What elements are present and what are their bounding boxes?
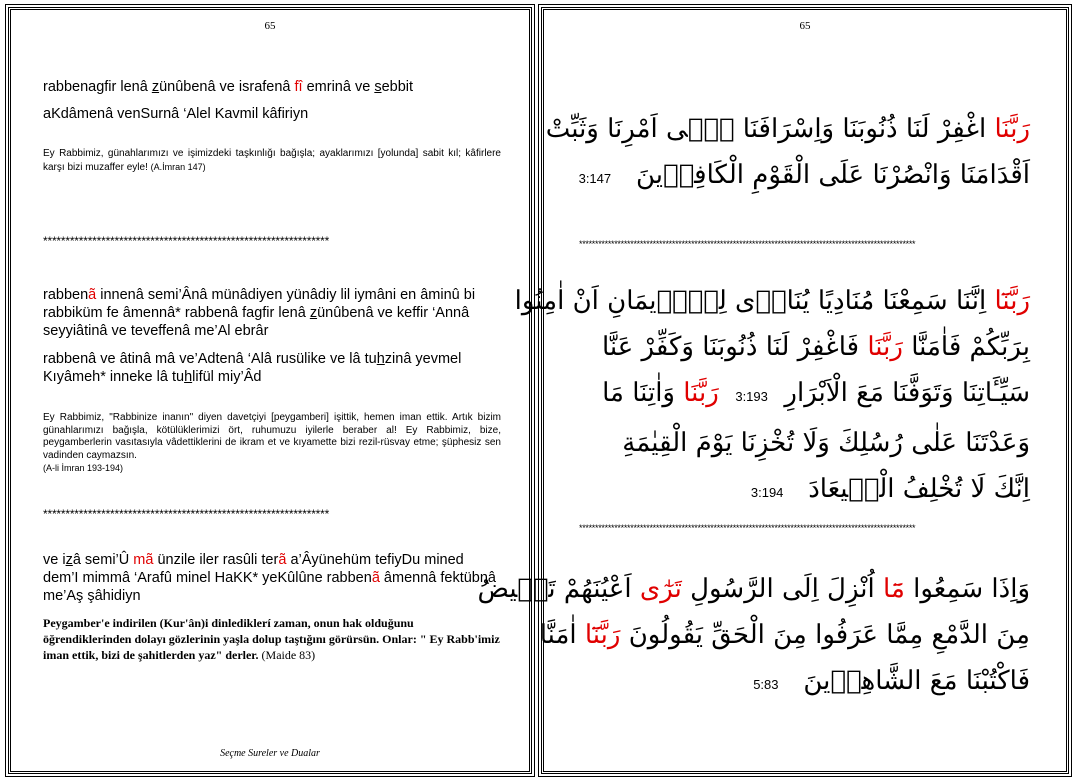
arabic-line	[545, 106, 1030, 152]
verse-reference: (A.İmran 147)	[150, 161, 206, 172]
arabic-line	[579, 370, 1030, 420]
text: zinâ yevmel Kıyâmeh* inneke lâ tu	[43, 351, 462, 385]
arabic-line	[579, 420, 1030, 466]
text: فَاغْفِرْ لَنَا ذُنُوبَنَا وَكَفِّرْ عَنَّا	[601, 332, 868, 362]
text: وَعَدْتَنَا عَلٰى رُسُلِكَ وَلَا تُخْزِنَا يَوْمَ الْقِيٰمَةِ	[622, 428, 1030, 458]
text: lifül miy’Âd	[192, 369, 262, 385]
text: s	[374, 79, 382, 95]
text: اِنَّنَا سَمِعْنَا مُنَادِيًا يُنَادٖى لِلْاٖيمَانِ اَنْ اٰمِنُوا	[514, 286, 995, 316]
text: اُنْزِلَ اِلَى الرَّسُولِ	[681, 574, 884, 604]
right-page-number: 65	[799, 20, 811, 32]
left-page-number: 65	[264, 20, 276, 32]
text: mã	[133, 552, 154, 568]
text: مِنَ الدَّمْعِ مِمَّا عَرَفُوا مِنَ الْحَقِّ يَقُولُونَ	[620, 620, 1030, 650]
right-page	[477, 7, 1069, 774]
translation-text: Ey Rabbimiz, günahlarımızı ve işimizdeki taşkınlığı bağışla; ayaklarımızı [yolunda] sabit kıl; kâfirlere karşı bizi muzaffer eyle!	[43, 148, 501, 173]
divider: ****************************************************************	[43, 234, 330, 248]
transliteration-block-1	[43, 76, 501, 125]
arabic-block-3	[477, 566, 1030, 708]
text: z	[65, 552, 73, 568]
text: سَيِّـَٔاتِنَا وَتَوَفَّنَا مَعَ الْاَبْرَارِ	[784, 378, 1030, 408]
verse-reference: 3:194	[750, 485, 784, 500]
text: اَعْيُنَهُمْ تَفٖيضُ	[477, 574, 640, 604]
text: ünûbenâ ve israfenâ	[159, 79, 295, 95]
text: fî	[294, 79, 303, 95]
verse-reference: (Maide 83)	[261, 648, 316, 662]
transliteration-block-2	[43, 286, 501, 386]
arabic-block-2	[514, 278, 1030, 516]
text: وَاٰتِنَا مَا	[602, 378, 684, 408]
text: رَبَّنَا	[683, 378, 719, 408]
text: z	[309, 305, 318, 321]
translation-block-1	[43, 148, 501, 174]
verse-reference: 3:147	[578, 171, 612, 186]
text: ünzile iler rasûli ter	[153, 552, 279, 568]
text: رَبَّنَا	[867, 332, 903, 362]
verse-reference: 5:83	[753, 677, 779, 692]
translation-block-2	[43, 412, 501, 476]
verse-reference: 3:193	[735, 389, 768, 404]
text: تَرٰٓى	[639, 574, 682, 604]
text: h	[184, 369, 193, 385]
text: رَبَّنَٓا	[994, 286, 1030, 316]
text: z	[151, 79, 160, 95]
text: فَاكْتُبْنَا مَعَ الشَّاهِدٖينَ	[803, 666, 1030, 696]
page-footer: Seçme Sureler ve Dualar	[220, 748, 320, 759]
text: اِنَّكَ لَا تُخْلِفُ الْمٖيعَادَ	[808, 474, 1030, 504]
text: innenâ semi’Ânâ münâdiyen yünâdiy lil iymâni en âminû bi rabbiküm fe âmennâ* rabbenâ fagfir lenâ	[43, 287, 476, 321]
verse-reference: (A-li İmran 193-194)	[43, 463, 124, 473]
text: rabben	[43, 287, 89, 303]
arabic-line	[579, 324, 1030, 370]
transliteration-block-3	[43, 551, 501, 605]
text: رَبَّنَا	[994, 114, 1030, 144]
text: ünûbenâ ve keffir ‘Annâ seyyiâtinâ ve teveffenâ me’Al ebrâr	[43, 305, 470, 339]
text: emrinâ ve	[302, 79, 375, 95]
text: ã	[278, 552, 287, 568]
text: اغْفِرْ لَنَا ذُنُوبَنَا وَاِسْرَافَنَا فٖٓى اَمْرِنَا وَثَبِّتْ	[545, 114, 995, 144]
text: رَبَّنَٓا	[584, 620, 621, 650]
text: اٰمَنَّا	[539, 620, 585, 650]
arabic-line	[477, 566, 1030, 612]
text: rabbenagfir lenâ	[43, 79, 152, 95]
arabic-block-1	[545, 106, 1030, 202]
divider: *********************************************************************************************************	[579, 523, 916, 533]
text: وَاِذَا سَمِعُوا	[904, 574, 1030, 604]
arabic-line	[539, 612, 1030, 658]
text: a’Âyünehüm tefiyDu mined dem’I mimmâ ‘Arafû minel HaKK* yeKûlûne rabben	[43, 552, 464, 586]
text: h	[376, 351, 385, 367]
translation-block-3	[43, 615, 503, 663]
text: â semi’Û	[72, 552, 134, 568]
text: مَٓا	[883, 574, 905, 604]
text: âmennâ fektübnâ me’Aş şâhidiyn	[43, 570, 496, 604]
translation-text: Ey Rabbimiz, "Rabbinize inanın" diyen davetçiyi [peygamberi] işittik, hemen iman ettik. Artık bizim günahlarımızı bağışla, kötülüklerimizi ört, ruhumuzu iyilerle beraber al! Ey Rabbimiz, bize, peygamberlerin vasıtasıyla vâdettiklerini de ikram et ve kıyamette bizi rezil-rüsvay etme; şüphesiz sen vadinden caymazsın.	[43, 412, 501, 461]
left-page	[8, 7, 532, 774]
arabic-line	[579, 658, 1030, 708]
text: بِرَبِّكُمْ فَاٰمَنَّا	[902, 332, 1030, 362]
text: ã	[88, 287, 97, 303]
text: ebbit	[381, 79, 414, 95]
text: rabbenâ ve âtinâ mâ ve’Adtenâ ‘Alâ rusülike ve lâ tu	[43, 351, 377, 367]
text: ve i	[43, 552, 66, 568]
text: اَقْدَامَنَا وَانْصُرْنَا عَلَى الْقَوْمِ الْكَافِرٖينَ	[635, 160, 1030, 190]
arabic-line	[514, 278, 1030, 324]
text: ã	[371, 570, 380, 586]
arabic-line	[579, 152, 1030, 202]
translation-text: Peygamber'e indirilen (Kur'ân)i dinlediklerí zaman, onun hak olduğunu öğrendiklerinden dolayı gözlerinin yaşla dolup taştığını görürsün. Onlar: " Ey Rabb'imiz iman ettik, bizi de şahitlerden yaz" derler.	[43, 616, 500, 662]
divider: ****************************************************************	[43, 507, 330, 521]
text: aKdâmenâ venSurnâ ‘Alel Kavmil kâfiriyn	[43, 106, 309, 122]
arabic-line	[579, 466, 1030, 516]
divider: *********************************************************************************************************	[579, 239, 916, 249]
